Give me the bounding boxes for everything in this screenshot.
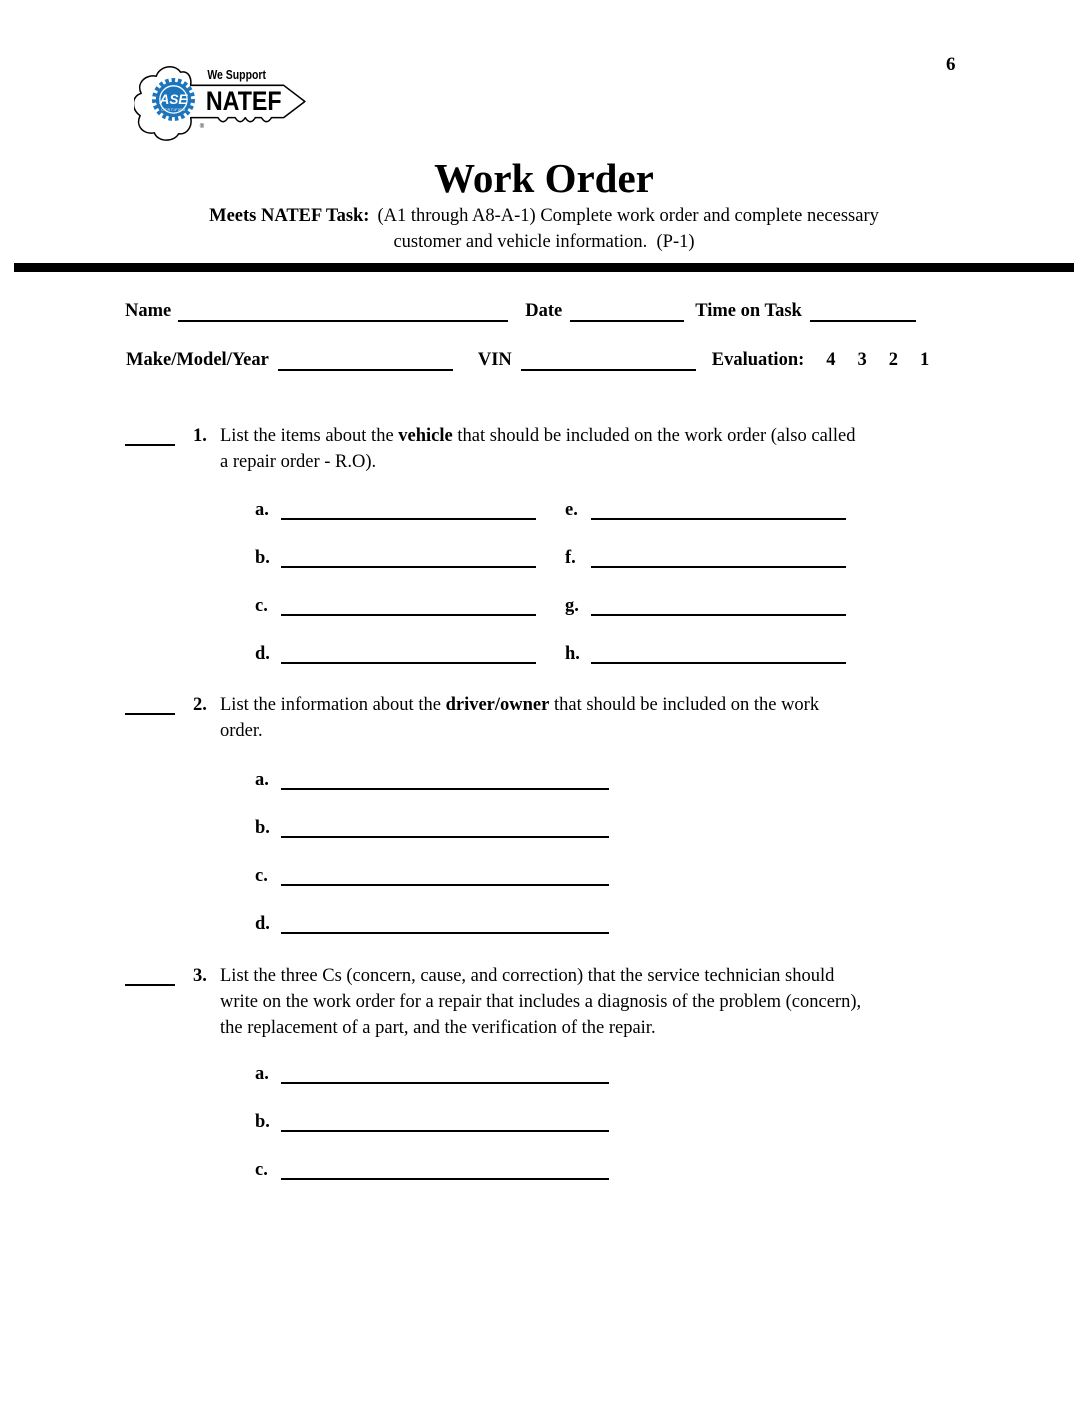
natef-ase-logo — [134, 56, 310, 151]
vin-label: VIN — [477, 350, 512, 370]
question-1-line-2: a repair order - R.O). — [220, 452, 377, 472]
question-1-text-pre: List the items about the — [220, 426, 399, 446]
list-item — [255, 838, 609, 886]
question-2-answer-blanks — [255, 742, 609, 934]
item-label-b: b. — [255, 1112, 270, 1132]
question-3-text — [220, 963, 985, 1041]
list-item — [255, 520, 565, 568]
item-label-a: a. — [255, 770, 269, 790]
question-1-number: 1. — [193, 426, 207, 446]
item-label-b: b. — [255, 548, 270, 568]
list-item — [255, 616, 565, 664]
make-model-year-field-blank — [278, 351, 453, 371]
item-label-a: a. — [255, 1064, 269, 1084]
time-on-task-label: Time on Task — [695, 301, 802, 321]
item-label-f: f. — [565, 548, 576, 568]
question-2-text-pre: List the information about the — [220, 695, 446, 715]
list-item — [255, 472, 565, 520]
question-2 — [125, 692, 985, 744]
question-2-line-1 — [220, 692, 985, 718]
question-2-line-2: order. — [220, 721, 263, 741]
date-field-blank — [570, 302, 684, 322]
question-2-number: 2. — [193, 695, 207, 715]
list-item — [255, 1036, 609, 1084]
evaluation-score-3: 3 — [857, 350, 867, 370]
answer-blank-a — [281, 1074, 609, 1084]
list-item — [565, 520, 875, 568]
evaluation-label: Evaluation: — [711, 350, 805, 370]
question-3-line-1: List the three Cs (concern, cause, and correction) that the service technician should — [220, 966, 835, 986]
answer-blank-b — [281, 828, 609, 838]
task-line2: customer and vehicle information. (P-1) — [393, 232, 695, 252]
item-label-d: d. — [255, 914, 270, 934]
answer-blank-b — [281, 1122, 609, 1132]
question-3 — [125, 963, 985, 1041]
registered-mark: ® — [199, 123, 205, 130]
question-2-text — [220, 692, 985, 744]
task-label: Meets NATEF Task: — [209, 206, 370, 226]
list-item — [255, 1084, 609, 1132]
question-1-text — [220, 423, 985, 475]
list-item — [255, 790, 609, 838]
page-title: Work Order — [434, 155, 654, 201]
question-1-text-bold: vehicle — [398, 426, 453, 446]
question-3-answer-blanks — [255, 1036, 609, 1180]
list-item — [565, 472, 875, 520]
answer-blank-d — [281, 654, 536, 664]
question-3-number: 3. — [193, 966, 207, 986]
answer-blank-a — [281, 510, 536, 520]
item-label-d: d. — [255, 644, 270, 664]
item-label-h: h. — [565, 644, 580, 664]
item-label-a: a. — [255, 500, 269, 520]
date-label: Date — [525, 301, 563, 321]
make-model-year-label: Make/Model/Year — [126, 350, 269, 370]
we-support-text: We Support — [207, 68, 267, 83]
question-1-answer-blanks — [255, 472, 875, 664]
page-number: 6 — [946, 54, 956, 75]
question-1-score-blank — [125, 423, 175, 446]
question-1-text-post: that should be included on the work order (also called — [452, 426, 856, 446]
item-label-c: c. — [255, 1160, 268, 1180]
answer-blank-f — [591, 558, 846, 568]
question-3-line-3: the replacement of a part, and the verification of the repair. — [220, 1018, 656, 1038]
header-fields-row-1 — [125, 301, 916, 322]
list-item — [255, 1132, 609, 1180]
natef-task-statement — [0, 203, 1088, 255]
answer-blank-c — [281, 606, 536, 616]
list-item — [255, 886, 609, 934]
answer-blank-c — [281, 876, 609, 886]
name-field-blank — [178, 302, 508, 322]
evaluation-score-1: 1 — [920, 350, 930, 370]
ase-certified-text: CERTIFIED — [161, 108, 186, 113]
list-item — [565, 616, 875, 664]
ase-text: ASE — [159, 92, 188, 108]
answer-blank-c — [281, 1170, 609, 1180]
task-line1: (A1 through A8-A-1) Complete work order and complete necessary — [377, 206, 879, 226]
question-2-score-blank — [125, 692, 175, 715]
vin-field-blank — [521, 351, 696, 371]
question-1 — [125, 423, 985, 475]
answer-blank-a — [281, 780, 609, 790]
question-3-line-2: write on the work order for a repair that includes a diagnosis of the problem (concern), — [220, 992, 862, 1012]
header-fields-row-2 — [126, 350, 929, 371]
item-label-c: c. — [255, 596, 268, 616]
item-label-c: c. — [255, 866, 268, 886]
item-label-b: b. — [255, 818, 270, 838]
answer-blank-e — [591, 510, 846, 520]
question-1-right-column — [565, 472, 875, 664]
item-label-e: e. — [565, 500, 578, 520]
name-label: Name — [125, 301, 172, 321]
evaluation-score-2: 2 — [888, 350, 899, 370]
list-item — [255, 568, 565, 616]
evaluation-score-4: 4 — [826, 350, 836, 370]
key-icon — [134, 56, 310, 151]
list-item — [565, 568, 875, 616]
divider-rule — [14, 263, 1074, 272]
question-1-left-column — [255, 472, 565, 664]
question-1-line-1 — [220, 423, 985, 449]
item-label-g: g. — [565, 596, 579, 616]
question-3-score-blank — [125, 963, 175, 986]
answer-blank-h — [591, 654, 846, 664]
list-item — [255, 742, 609, 790]
natef-text: NATEF — [205, 85, 282, 117]
question-2-text-post: that should be included on the work — [549, 695, 820, 715]
answer-blank-d — [281, 924, 609, 934]
question-2-text-bold: driver/owner — [445, 695, 550, 715]
answer-blank-b — [281, 558, 536, 568]
answer-blank-g — [591, 606, 846, 616]
time-on-task-field-blank — [810, 302, 916, 322]
